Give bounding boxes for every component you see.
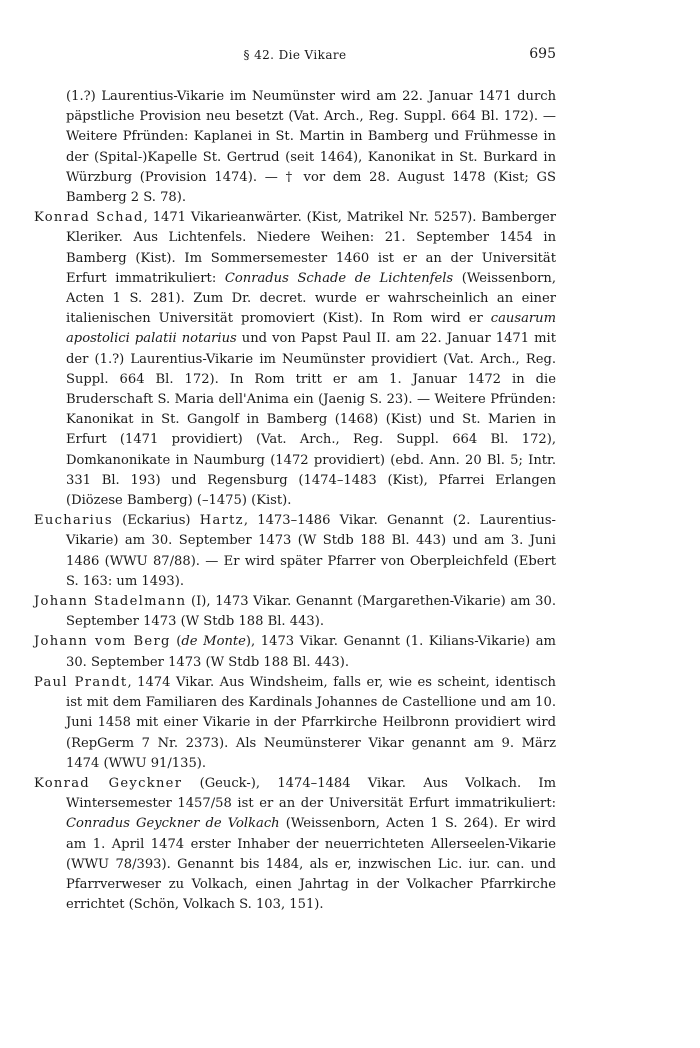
entry-text: (Geuck-), 1474–1484 Vikar. Aus Volkach. Im Wintersemester 1457/58 ist er an der Universität Erfurt immatrikuliert: (66, 775, 556, 812)
continued-entry (34, 87, 556, 208)
running-head: § 42. Die Vikare (243, 48, 347, 62)
person-name: Konrad Schad (34, 210, 144, 226)
entry-text: ( (170, 634, 182, 650)
person-name: Johann vom Berg (34, 634, 171, 650)
entry-text: und von Papst Paul II. am 22. Januar 1471 mit der (1.?) Laurentius-Vikarie im Neumünster providiert (Vat. Arch., Reg. Suppl. 664 Bl. 172). In Rom tritt er am 1. Januar 1472 in die Bruderschaft S. Maria dell'Anima ein (Jaenig S. 23). — Weitere Pfründen: Kanonikat in St. Gangolf in Bamberg (1468) (Kist) und St. Marien in Erfurt (1471 providiert) (Vat. Arch., Reg. Suppl. 664 Bl. 172), Domkanonikate in Naumburg (1472 providiert) (ebd. Ann. 20 Bl. 5; Intr. 331 Bl. 193) und Regensburg (1474–1483 (Kist), Pfarrei Erlangen (Diözese Bamberg) (–1475) (Kist). (66, 331, 556, 509)
person-name: Hartz (199, 513, 244, 529)
entry-text: , 1473–1486 Vikar. Genannt (2. Laurentius-Vikarie) am 30. September 1473 (W Stdb 188 Bl. 443) und am 3. Juni 1486 (WWU 87/88). — Er wird später Pfarrer von Oberpleichfeld (Ebert S. 163: um 1493). (66, 513, 556, 589)
entry-text: (Eckarius) (112, 513, 200, 529)
vikar-entry (34, 511, 556, 592)
italic-citation: causarum apostolici palatii notarius (66, 311, 556, 347)
entry-text: , 1471 Vikarieanwärter. (Kist, Matrikel Nr. 5257). Bamberger Kleriker. Aus Lichtenfels. Niedere Weihen: 21. September 1454 in Bamberg (Kist). Im Sommersemester 1460 ist er an der Universität Erfurt immatrikuliert: (66, 210, 556, 286)
person-name: Johann Stadelmann (34, 594, 187, 610)
page-number: 695 (529, 46, 556, 62)
italic-citation: Conradus Schade de Lichtenfels (224, 270, 454, 286)
entry-text: (I), 1473 Vikar. Genannt (Margarethen-Vikarie) am 30. September 1473 (W Stdb 188 Bl. 443). (66, 594, 556, 630)
vikar-entry (34, 208, 556, 511)
entry-text: (Weissenborn, Acten 1 S. 264). Er wird am 1. April 1474 erster Inhaber der neuerrichteten Allerseelen-Vikarie (WWU 78/393). Genannt bis 1484, als er, inzwischen Lic. iur. can. und Pfarrverweser zu Volkach, einen Jahrtag in der Volkacher Pfarrkirche errichtet (Schön, Volkach S. 103, 151). (66, 816, 556, 913)
entry-text: , 1474 Vikar. Aus Windsheim, falls er, wie es scheint, identisch ist mit dem Familiaren des Kardinals Johannes de Castellione und am 10. Juni 1458 mit einer Vikarie in der Pfarrkirche Heilbronn providiert wird (RepGerm 7 Nr. 2373). Als Neumünsterer Vikar genannt am 9. März 1474 (WWU 91/135). (66, 674, 556, 771)
vikar-entry (34, 774, 556, 915)
page-body (34, 87, 556, 915)
vikar-entry (34, 632, 556, 672)
person-name: Konrad Geyckner (34, 775, 183, 791)
vikar-entry (34, 592, 556, 632)
entry-text: (Weissenborn, Acten 1 S. 281). Zum Dr. decret. wurde er wahrscheinlich an einer italienischen Universität promoviert (Kist). In Rom wird er (66, 270, 556, 327)
person-name: Paul Prandt (34, 674, 128, 690)
person-name: Eucharius (34, 513, 113, 529)
italic-citation: de Monte (181, 634, 246, 650)
entry-text: ), 1473 Vikar. Genannt (1. Kilians-Vikarie) am 30. September 1473 (W Stdb 188 Bl. 443). (66, 634, 556, 670)
entry-text: (1.?) Laurentius-Vikarie im Neumünster wird am 22. Januar 1471 durch päpstliche Provision neu besetzt (Vat. Arch., Reg. Suppl. 664 Bl. 172). — Weitere Pfründen: Kaplanei in St. Martin in Bamberg und Frühmesse in der (Spital-)Kapelle St. Gertrud (seit 1464), Kanonikat in St. Burkard in Würzburg (Provision 1474). — † vor dem 28. August 1478 (Kist; GS Bamberg 2 S. 78). (66, 89, 556, 206)
vikar-entry (34, 673, 556, 774)
italic-citation: Conradus Geyckner de Volkach (66, 816, 280, 832)
